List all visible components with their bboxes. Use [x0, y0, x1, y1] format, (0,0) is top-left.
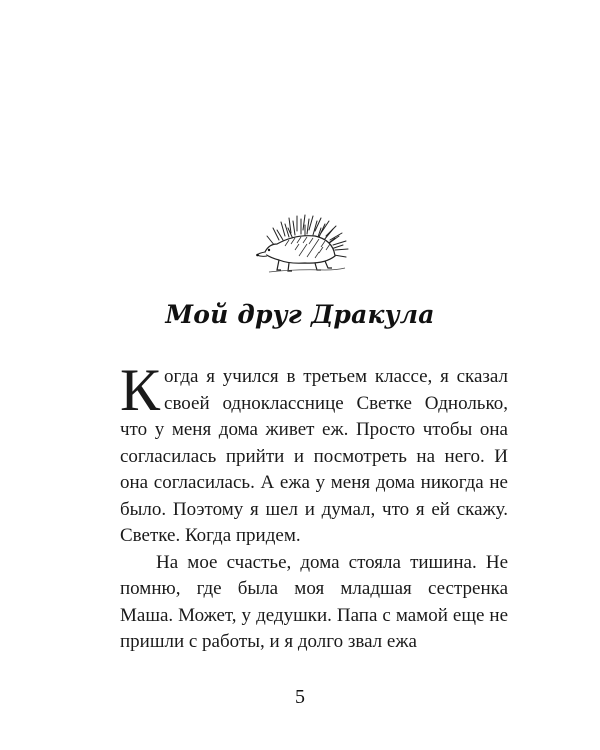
drop-cap: К — [120, 357, 161, 423]
page-number: 5 — [295, 686, 305, 708]
chapter-title: Мой друг Дракула — [165, 300, 435, 329]
hedgehog-illustration — [255, 206, 355, 278]
paragraph-1-text: огда я учился в третьем классе, я сказал своей однокласснице Светке Однолько, что у меня дома живет еж. Просто чтобы она согласилась прийти и посмотреть на него. И она согласилась. А ежа у меня дома никогда не было. Поэтому я шел и думал, что я ей скажу. Светке. Когда придем. — [120, 366, 508, 546]
hedgehog-icon — [255, 206, 355, 278]
paragraph-2: На мое счастье, дома стояла тишина. Не помню, где была моя младшая сестренка Маша. Может, у дедушки. Папа с мамой еще не пришли с работы, и я долго звал ежа — [120, 551, 508, 652]
chapter-body — [120, 357, 508, 656]
paragraph-1 — [120, 357, 508, 550]
